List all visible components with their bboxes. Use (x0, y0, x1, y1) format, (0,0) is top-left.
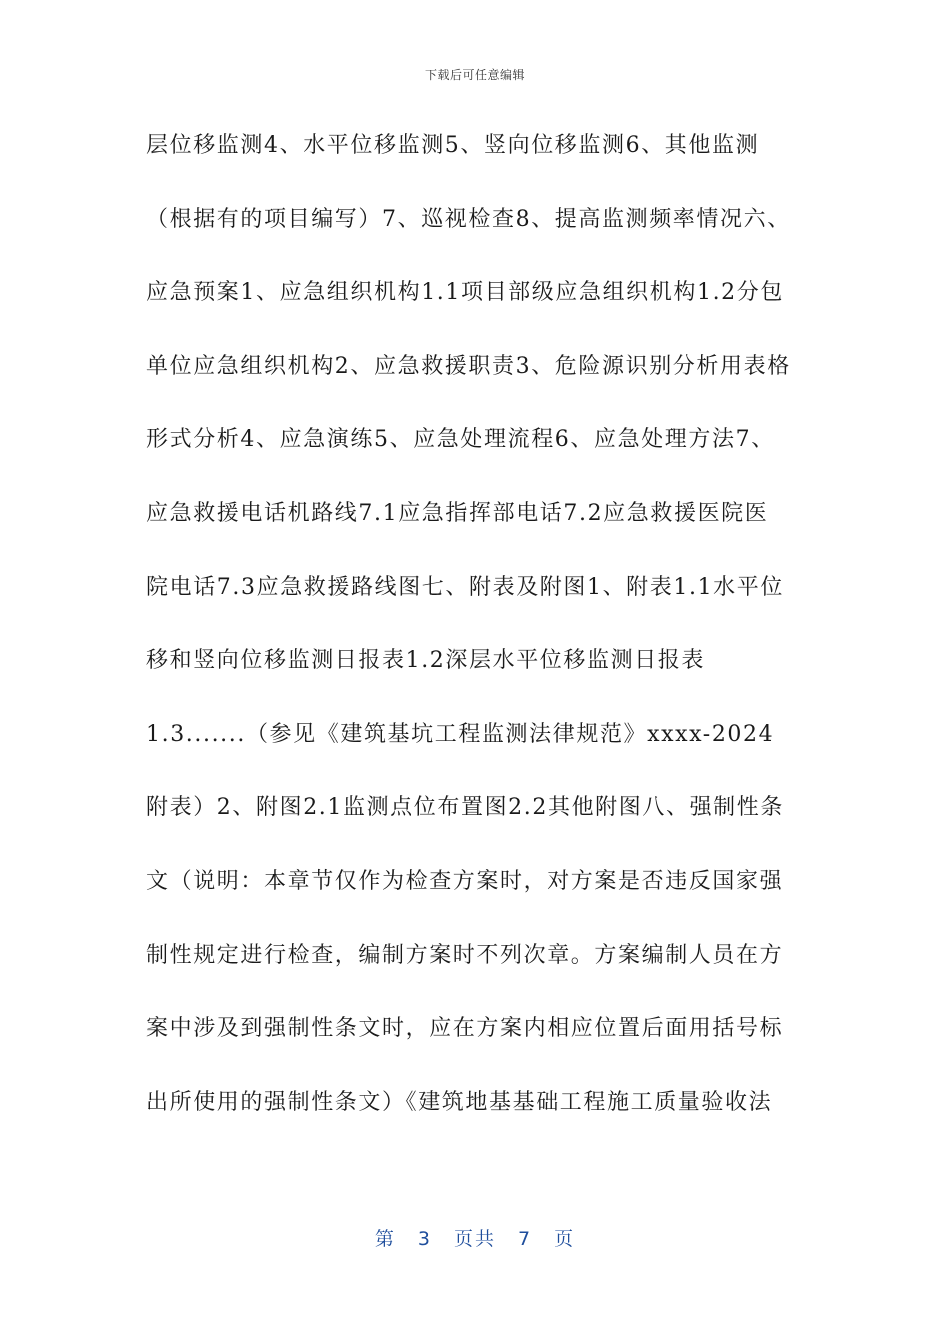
body-line: 层位移监测4、水平位移监测5、竖向位移监测6、其他监测 (146, 133, 760, 158)
body-line: 应急救援电话机路线7.1应急指挥部电话7.2应急救援医院医 (146, 500, 769, 526)
body-line: 形式分析4、应急演练5、应急处理流程6、应急处理方法7、 (146, 427, 775, 453)
body-line: 院电话7.3应急救援路线图七、附表及附图1、附表1.1水平位 (146, 574, 784, 600)
body-line: 应急预案1、应急组织机构1.1项目部级应急组织机构1.2分包 (146, 280, 784, 306)
body-line: 出所使用的强制性条文）《建筑地基基础工程施工质量验收法 (146, 1089, 773, 1115)
body-line: 单位应急组织机构2、应急救援职责3、危险源识别分析用表格 (146, 353, 791, 379)
body-line: 附表）2、附图2.1监测点位布置图2.2其他附图八、强制性条 (146, 795, 784, 821)
body-line: 1.3.......（参见《建筑基坑工程监测法律规范》xxxx-2024 (146, 721, 775, 747)
page-number-footer: 第 3 页共 7 页 (374, 1228, 576, 1250)
body-line: 制性规定进行检查，编制方案时不列次章。方案编制人员在方 (146, 942, 784, 968)
body-line: 案中涉及到强制性条文时，应在方案内相应位置后面用括号标 (146, 1016, 784, 1042)
document-body (146, 122, 811, 1152)
body-line: 移和竖向位移监测日报表1.2深层水平位移监测日报表 (146, 648, 705, 674)
page-header: 下载后可任意编辑 (424, 68, 525, 82)
body-line: 文（说明：本章节仅作为检查方案时，对方案是否违反国家强 (146, 868, 784, 894)
body-line: （根据有的项目编写）7、巡视检查8、提高监测频率情况六、 (146, 206, 791, 232)
